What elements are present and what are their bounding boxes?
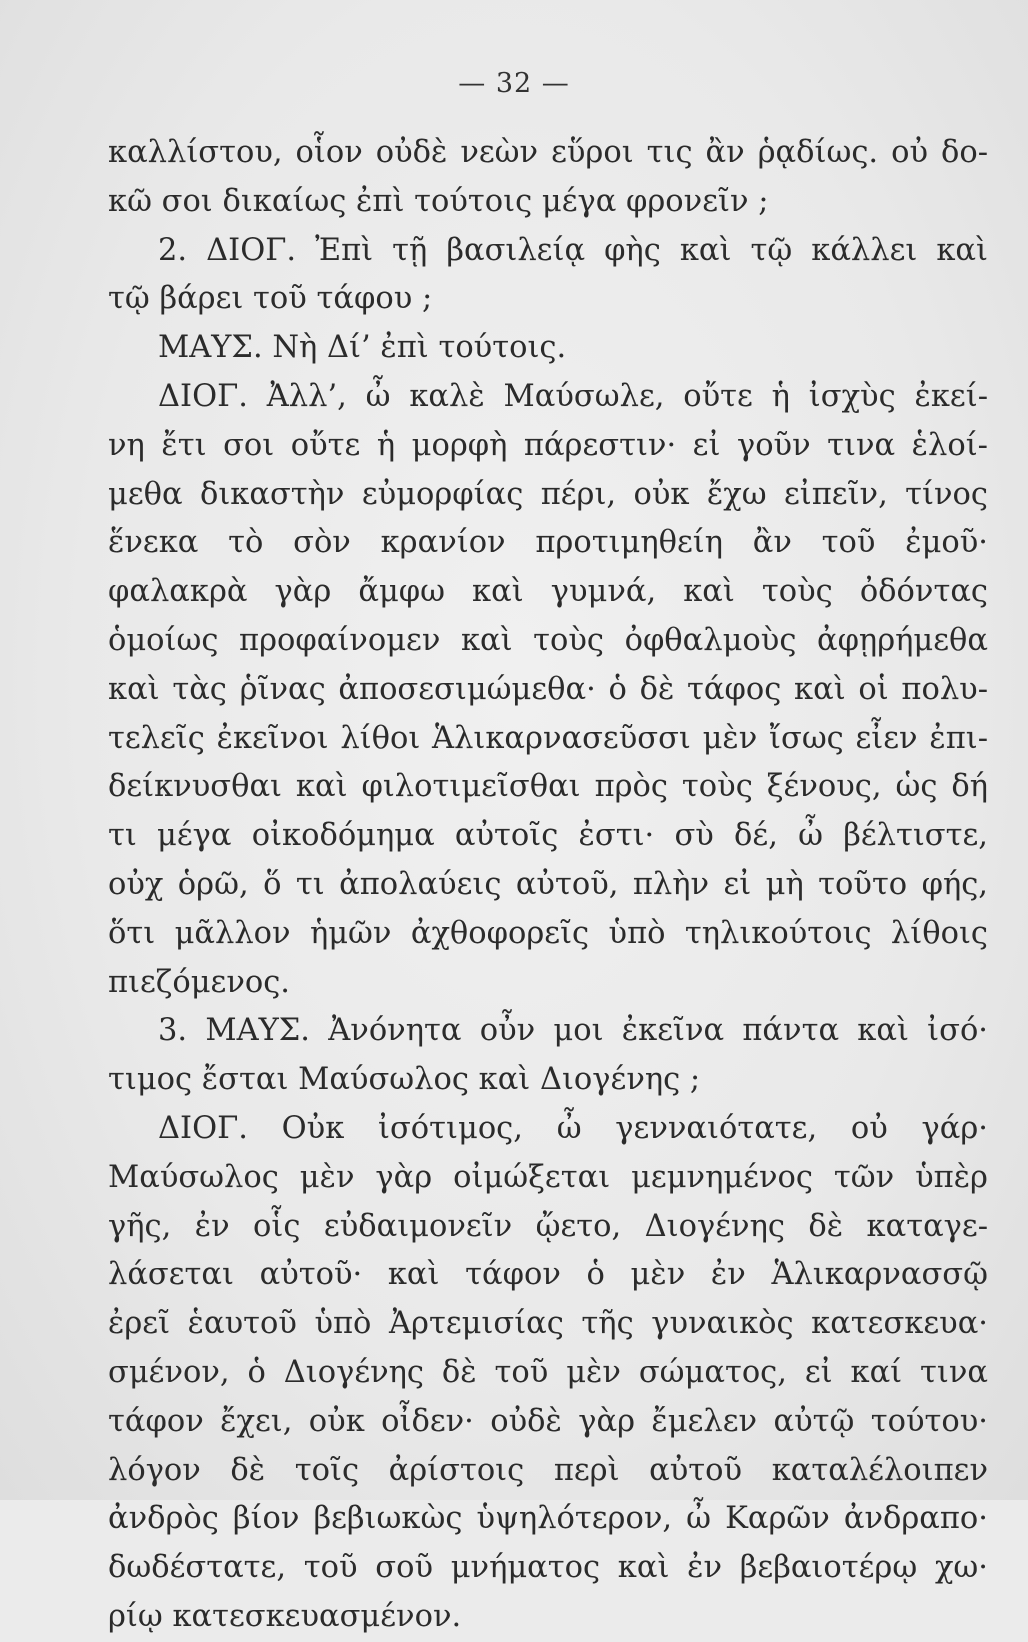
text-line: ΔΙΟΓ. Οὐκ ἰσότιμος, ὦ γενναιότατε, οὐ γάρ· [158, 1110, 988, 1146]
text-line: 3. ΜΑΥΣ. Ἀνόνητα οὖν μοι ἐκεῖνα πάντα καὶ ἰσό· [158, 1013, 988, 1049]
text-line: νη ἔτι σοι οὔτε ἡ μορφὴ πάρεστιν· εἰ γοῦν τινα ἑλοί- [108, 427, 988, 463]
text-line: οὐχ ὁρῶ, ὅ τι ἀπολαύεις αὐτοῦ, πλὴν εἰ μὴ τοῦτο φής, [108, 866, 988, 902]
text-line: τελεῖς ἐκεῖνοι λίθοι Ἁλικαρνασεῦσσι μὲν ἴσως εἶεν ἐπι- [108, 720, 988, 756]
text-line: πιεζόμενος. [108, 964, 291, 1000]
text-line: τι μέγα οἰκοδόμημα αὐτοῖς ἐστι· σὺ δέ, ὦ βέλτιστε, [108, 818, 988, 854]
text-line: 2. ΔΙΟΓ. Ἐπὶ τῇ βασιλείᾳ φὴς καὶ τῷ κάλλει καὶ [158, 232, 988, 268]
text-line: τῷ βάρει τοῦ τάφου ; [108, 281, 433, 317]
text-line: φαλακρὰ γὰρ ἄμφω καὶ γυμνά, καὶ τοὺς ὀδόντας [108, 574, 988, 610]
text-line: ρίῳ κατεσκευασμένον. [108, 1598, 462, 1634]
text-line: ἐρεῖ ἑαυτοῦ ὑπὸ Ἀρτεμισίας τῆς γυναικὸς κατεσκευα· [108, 1306, 988, 1342]
text-line: σμένον, ὁ Διογένης δὲ τοῦ μὲν σώματος, εἰ καί τινα [108, 1354, 988, 1390]
text-line: καὶ τὰς ῥῖνας ἀποσεσιμώμεθα· ὁ δὲ τάφος καὶ οἱ πολυ- [108, 671, 988, 707]
text-line: μεθα δικαστὴν εὐμορφίας πέρι, οὐκ ἔχω εἰπεῖν, τίνος [108, 476, 988, 512]
text-line: ΜΑΥΣ. Νὴ Δί’ ἐπὶ τούτοις. [158, 330, 567, 366]
text-line: ΔΙΟΓ. Ἀλλ’, ὦ καλὲ Μαύσωλε, οὔτε ἡ ἰσχὺς ἐκεί- [158, 378, 988, 414]
text-line: λάσεται αὐτοῦ· καὶ τάφον ὁ μὲν ἐν Ἁλικαρνασσῷ [108, 1257, 988, 1293]
text-line: δωδέστατε, τοῦ σοῦ μνήματος καὶ ἐν βεβαιοτέρῳ χω· [108, 1550, 988, 1586]
text-line: γῆς, ἐν οἷς εὐδαιμονεῖν ᾤετο, Διογένης δὲ καταγε- [108, 1208, 988, 1244]
page-number: — 32 — [458, 68, 570, 99]
text-line: ὁμοίως προφαίνομεν καὶ τοὺς ὀφθαλμοὺς ἀφῃρήμεθα [108, 622, 988, 658]
text-line: ἀνδρὸς βίον βεβιωκὼς ὑψηλότερον, ὦ Καρῶν ἀνδραπο· [108, 1501, 988, 1537]
text-line: ὅτι μᾶλλον ἡμῶν ἀχθοφορεῖς ὑπὸ τηλικούτοις λίθοις [108, 915, 988, 951]
text-line: δείκνυσθαι καὶ φιλοτιμεῖσθαι πρὸς τοὺς ξένους, ὡς δή [108, 769, 988, 805]
body-text [108, 129, 988, 1642]
text-line: τιμος ἔσται Μαύσωλος καὶ Διογένης ; [108, 1062, 701, 1098]
text-line: λόγον δὲ τοῖς ἀρίστοις περὶ αὐτοῦ καταλέλοιπεν [108, 1452, 988, 1488]
text-line: καλλίστου, οἷον οὐδὲ νεὼν εὕροι τις ἂν ῥᾳδίως. οὐ δο- [108, 135, 988, 170]
text-line: τάφον ἔχει, οὐκ οἶδεν· οὐδὲ γὰρ ἔμελεν αὐτῷ τούτου· [108, 1403, 988, 1439]
text-line: Μαύσωλος μὲν γὰρ οἰμώξεται μεμνημένος τῶν ὑπὲρ [108, 1159, 988, 1195]
text-line: κῶ σοι δικαίως ἐπὶ τούτοις μέγα φρονεῖν ; [108, 183, 769, 219]
text-line: ἕνεκα τὸ σὸν κρανίον προτιμηθείη ἂν τοῦ ἐμοῦ· [108, 525, 988, 561]
